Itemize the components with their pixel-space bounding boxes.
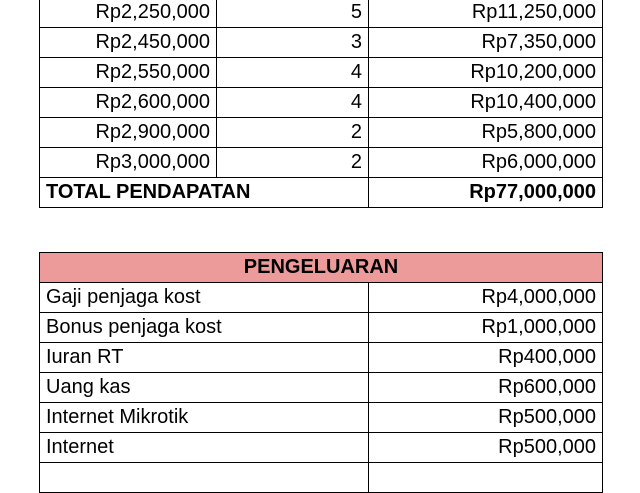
expense-title[interactable]: PENGELUARAN	[40, 253, 603, 283]
price-cell[interactable]: Rp2,600,000	[40, 88, 217, 118]
expense-amount-cell[interactable]: Rp500,000	[369, 403, 603, 433]
amount-cell[interactable]: Rp10,400,000	[369, 88, 603, 118]
price-cell[interactable]: Rp2,450,000	[40, 28, 217, 58]
table-row	[40, 58, 603, 88]
income-table-body	[40, 0, 603, 208]
quantity-cell[interactable]: 2	[217, 118, 369, 148]
income-table	[39, 0, 603, 208]
expense-item-cell[interactable]: Uang kas	[40, 373, 369, 403]
table-row	[40, 433, 603, 463]
price-cell[interactable]: Rp3,000,000	[40, 148, 217, 178]
expense-item-cell[interactable]	[40, 463, 369, 493]
expense-amount-cell[interactable]: Rp400,000	[369, 343, 603, 373]
expense-amount-cell[interactable]: Rp4,000,000	[369, 283, 603, 313]
expense-table-body	[40, 253, 603, 493]
expense-table	[39, 252, 603, 493]
amount-cell[interactable]: Rp5,800,000	[369, 118, 603, 148]
table-row	[40, 118, 603, 148]
amount-cell[interactable]: Rp6,000,000	[369, 148, 603, 178]
expense-item-cell[interactable]: Internet	[40, 433, 369, 463]
expense-item-cell[interactable]: Internet Mikrotik	[40, 403, 369, 433]
price-cell[interactable]: Rp2,550,000	[40, 58, 217, 88]
amount-cell[interactable]: Rp11,250,000	[369, 0, 603, 28]
total-label[interactable]: TOTAL PENDAPATAN	[40, 178, 369, 208]
expense-item-cell[interactable]: Gaji penjaga kost	[40, 283, 369, 313]
amount-cell[interactable]: Rp10,200,000	[369, 58, 603, 88]
table-row	[40, 283, 603, 313]
expense-item-cell[interactable]: Iuran RT	[40, 343, 369, 373]
quantity-cell[interactable]: 4	[217, 88, 369, 118]
table-row	[40, 343, 603, 373]
table-row	[40, 463, 603, 493]
table-row	[40, 28, 603, 58]
table-row	[40, 148, 603, 178]
quantity-cell[interactable]: 2	[217, 148, 369, 178]
total-row	[40, 178, 603, 208]
expense-amount-cell[interactable]: Rp600,000	[369, 373, 603, 403]
quantity-cell[interactable]: 5	[217, 0, 369, 28]
price-cell[interactable]: Rp2,900,000	[40, 118, 217, 148]
expense-header-row	[40, 253, 603, 283]
price-cell[interactable]: Rp2,250,000	[40, 0, 217, 28]
expense-item-cell[interactable]: Bonus penjaga kost	[40, 313, 369, 343]
quantity-cell[interactable]: 4	[217, 58, 369, 88]
amount-cell[interactable]: Rp7,350,000	[369, 28, 603, 58]
expense-amount-cell[interactable]: Rp500,000	[369, 433, 603, 463]
table-row	[40, 88, 603, 118]
quantity-cell[interactable]: 3	[217, 28, 369, 58]
total-value[interactable]: Rp77,000,000	[369, 178, 603, 208]
expense-amount-cell[interactable]: Rp1,000,000	[369, 313, 603, 343]
expense-amount-cell[interactable]	[369, 463, 603, 493]
table-row	[40, 313, 603, 343]
table-row	[40, 403, 603, 433]
table-row	[40, 0, 603, 28]
table-row	[40, 373, 603, 403]
